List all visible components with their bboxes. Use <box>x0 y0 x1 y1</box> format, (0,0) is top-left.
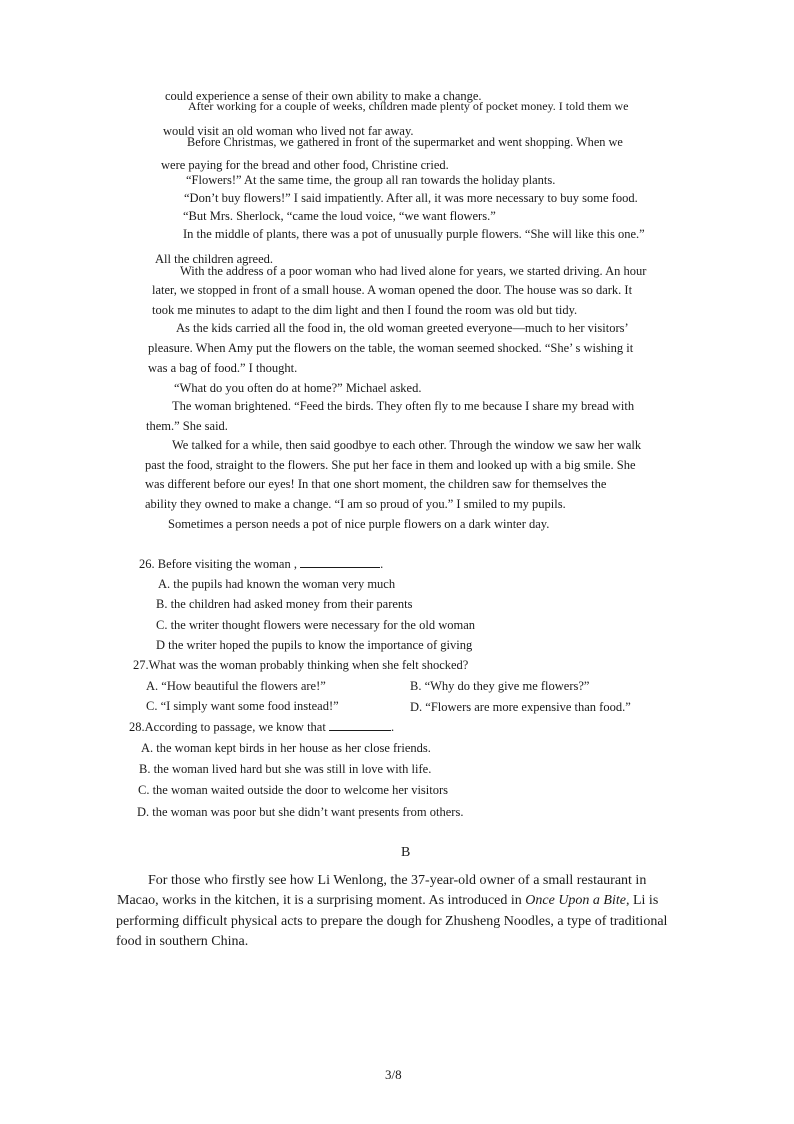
book-title: Once Upon a Bite <box>525 893 626 908</box>
passage-line: With the address of a poor woman who had lived alone for years, we started driving. An hour <box>180 264 647 278</box>
passage-line: would visit an old woman who lived not far away. <box>163 124 414 138</box>
section-b-line: performing difficult physical acts to prepare the dough for Zhusheng Noodles, a type of traditional <box>116 914 668 929</box>
option-28-c[interactable]: C. the woman waited outside the door to welcome her visitors <box>138 783 449 797</box>
passage-line: “Don’t buy flowers!” I said impatiently. After all, it was more necessary to buy some food. <box>184 191 638 205</box>
passage-line: After working for a couple of weeks, children made plenty of pocket money. I told them we <box>188 99 629 113</box>
option-28-d[interactable]: D. the woman was poor but she didn’t want presents from others. <box>137 805 464 819</box>
option-27-a[interactable]: A. “How beautiful the flowers are!” <box>146 679 326 693</box>
option-26-c[interactable]: C. the writer thought flowers were necessary for the old woman <box>156 618 476 632</box>
question-28-end: . <box>390 720 395 734</box>
passage-line: Before Christmas, we gathered in front of the supermarket and went shopping. When we <box>187 135 623 149</box>
option-28-a[interactable]: A. the woman kept birds in her house as her close friends. <box>141 741 431 755</box>
question-26-stem <box>139 556 383 572</box>
answer-blank[interactable] <box>329 719 391 731</box>
answer-blank[interactable] <box>300 556 380 568</box>
passage-line: pleasure. When Amy put the flowers on the table, the woman seemed shocked. “She’ s wishing it <box>148 341 634 355</box>
section-b-text: Macao, works in the kitchen, it is a surprising moment. As introduced in <box>117 893 522 908</box>
passage-line: took me minutes to adapt to the dim light and then I found the room was old but tidy. <box>152 303 578 317</box>
question-28-text: 28.According to passage, we know that <box>129 720 326 734</box>
passage-line: The woman brightened. “Feed the birds. They often fly to me because I share my bread with <box>172 399 635 413</box>
passage-line: In the middle of plants, there was a pot of unusually purple flowers. “She will like this one.” <box>183 227 645 241</box>
passage-line: was different before our eyes! In that one short moment, the children saw for themselves the <box>145 477 607 491</box>
passage-line: ability they owned to make a change. “I am so proud of you.” I smiled to my pupils. <box>145 497 566 511</box>
question-26-end: . <box>380 557 384 571</box>
page-number: 3/8 <box>385 1067 402 1082</box>
option-26-b[interactable]: B. the children had asked money from their parents <box>156 597 413 611</box>
section-b-line: food in southern China. <box>116 934 249 949</box>
question-27-stem: 27.What was the woman probably thinking when she felt shocked? <box>133 658 469 672</box>
section-b-line <box>117 891 658 911</box>
passage-line: “But Mrs. Sherlock, “came the loud voice, “we want flowers.” <box>183 209 496 223</box>
option-27-b[interactable]: B. “Why do they give me flowers?” <box>410 679 590 693</box>
passage-line: them.” She said. <box>146 419 228 433</box>
passage-line: All the children agreed. <box>155 252 274 266</box>
passage-line: We talked for a while, then said goodbye to each other. Through the window we saw her walk <box>172 438 642 452</box>
option-26-a[interactable]: A. the pupils had known the woman very much <box>158 577 396 591</box>
passage-line: could experience a sense of their own ability to make a change. <box>165 89 482 103</box>
option-26-d[interactable]: D the writer hoped the pupils to know the importance of giving <box>156 638 473 652</box>
option-28-b[interactable]: B. the woman lived hard but she was still in love with life. <box>139 762 432 776</box>
passage-line: later, we stopped in front of a small house. A woman opened the door. The house was so dark. It <box>152 283 633 297</box>
section-b-heading: B <box>401 845 411 860</box>
passage-line: As the kids carried all the food in, the old woman greeted everyone—much to her visitors’ <box>176 321 629 335</box>
question-26-text: 26. Before visiting the woman , <box>139 557 297 571</box>
passage-line: Sometimes a person needs a pot of nice purple flowers on a dark winter day. <box>168 517 550 531</box>
passage-line: “Flowers!” At the same time, the group all ran towards the holiday plants. <box>186 173 556 187</box>
section-b-text: , Li is <box>625 893 659 908</box>
passage-line: “What do you often do at home?” Michael asked. <box>174 381 422 395</box>
option-27-c[interactable]: C. “I simply want some food instead!” <box>146 699 339 713</box>
passage-line: were paying for the bread and other food, Christine cried. <box>161 158 449 172</box>
passage-line: was a bag of food.” I thought. <box>148 361 298 375</box>
section-b-line: For those who firstly see how Li Wenlong, the 37-year-old owner of a small restaurant in <box>148 873 647 888</box>
passage-line: past the food, straight to the flowers. She put her face in them and looked up with a big smile. She <box>145 458 636 472</box>
option-27-d[interactable]: D. “Flowers are more expensive than food.” <box>410 700 631 714</box>
question-28-stem <box>129 719 394 735</box>
